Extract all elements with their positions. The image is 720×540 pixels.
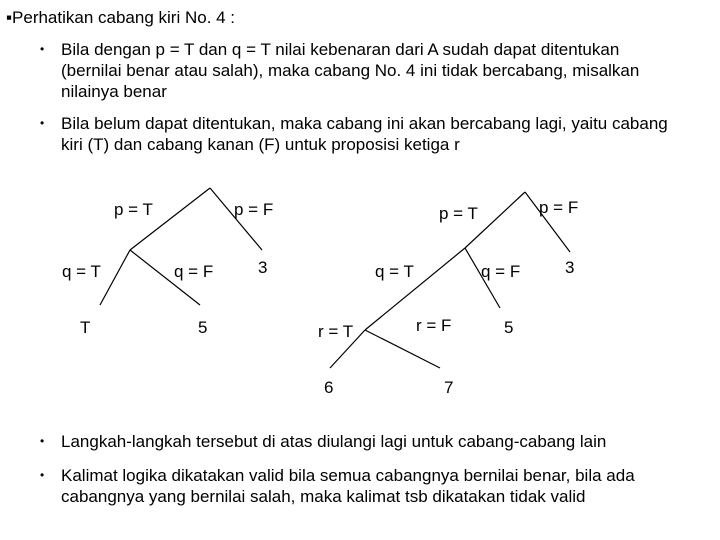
bullet-line: kiri (T) dan cabang kanan (F) untuk proposisi ketiga r <box>61 135 460 154</box>
slide-title: ▪Perhatikan cabang kiri No. 4 : <box>6 8 236 27</box>
leaf-result: 7 <box>444 378 454 397</box>
branch-line <box>100 250 130 305</box>
bullet-line: nilainya benar <box>61 82 167 101</box>
bullet-line: cabangnya yang bernilai salah, maka kalimat tsb dikatakan tidak valid <box>61 487 586 506</box>
node-p-false: p = F <box>539 198 579 217</box>
bullet-line: Bila dengan p = T dan q = T nilai kebenaran dari A sudah dapat ditentukan <box>61 40 620 59</box>
node-p-true: p = T <box>114 200 153 219</box>
leaf-result: 5 <box>198 318 208 337</box>
bullet-line: Kalimat logika dikatakan valid bila semua cabangnya bernilai benar, bila ada <box>61 466 635 485</box>
bullet-marker: • <box>40 468 45 482</box>
leaf-result: 5 <box>504 318 514 337</box>
node-p-true: p = T <box>439 204 478 223</box>
bullet-text <box>61 465 635 507</box>
leaf-result: T <box>80 318 91 337</box>
node-q-false: q = F <box>174 262 214 281</box>
bullet-marker: • <box>40 116 45 130</box>
node-p-false: p = F <box>234 200 274 219</box>
node-r-false: r = F <box>416 316 452 335</box>
bullet-marker: • <box>40 42 45 56</box>
node-q-true: q = T <box>62 262 101 281</box>
bullet-line: Langkah-langkah tersebut di atas diulangi lagi untuk cabang-cabang lain <box>61 432 607 451</box>
node-q-true: q = T <box>375 262 414 281</box>
leaf-result: 3 <box>258 258 268 277</box>
leaf-result: 3 <box>565 258 575 277</box>
leaf-result: 6 <box>324 378 334 397</box>
node-q-false: q = F <box>481 262 521 281</box>
bullet-line: Bila belum dapat ditentukan, maka cabang ini akan bercabang lagi, yaitu cabang <box>61 114 668 133</box>
bullet-text <box>61 431 606 452</box>
bullet-line: (bernilai benar atau salah), maka cabang No. 4 ini tidak bercabang, misalkan <box>61 61 640 80</box>
node-r-true: r = T <box>318 322 354 341</box>
bullet-marker: • <box>40 434 45 448</box>
